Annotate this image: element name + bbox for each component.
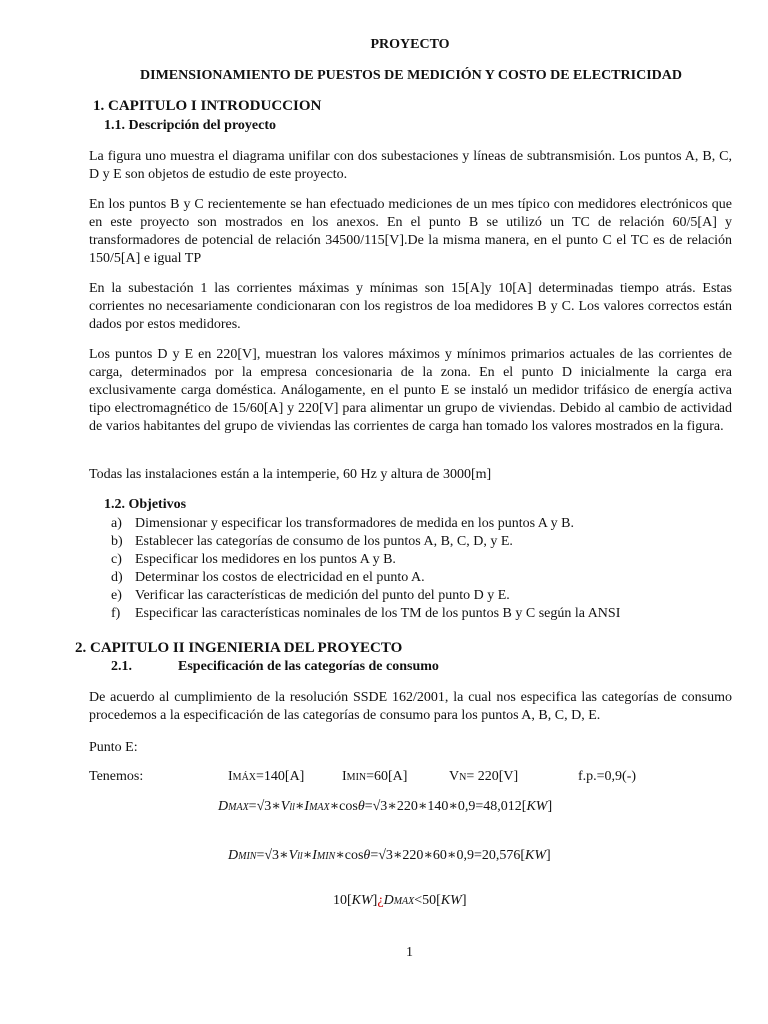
document-subtitle: DIMENSIONAMIENTO DE PUESTOS DE MEDICIÓN Y COSTO DE ELECTRICIDAD [140,68,682,83]
paragraph-5: Todas las instalaciones están a la intemperie, 60 Hz y altura de 3000[m] [89,467,492,482]
paragraph-4: Los puntos D y E en 220[V], muestran los valores máximos y mínimos primarios actuales de las corrientes de carga, determinados por la empresa concesionaria de la zona. En el punto D inicialmente la carga era exclusivamente carga doméstica. Análogamente, en el punto E se instaló un medidor trifásico de energía activa tipo electromagnético de 15/60[A] y 220[V] para alimentar un grupo de viviendas. Debido al cambio de actividad de varios habitantes del grupo de viviendas las corrientes de carga han tomado los valores mostrados en la figura. [89,347,732,434]
document-title: PROYECTO [370,37,450,52]
section-1-2-heading: 1.2. Objetivos [104,497,187,512]
list-item: c) Especificar los medidores en los puntos A y B. [111,552,396,567]
page-number: 1 [406,945,413,960]
section-2-1-title: Especificación de las categorías de consumo [178,659,439,674]
objectives-list [111,515,620,623]
list-item: d) Determinar los costos de electricidad en el punto A. [111,570,425,585]
list-item: f) Especificar las características nominales de los TM de los puntos B y C según la ANSI [111,606,621,621]
list-item: a) Dimensionar y especificar los transformadores de medida en los puntos A y B. [111,516,574,531]
section-1-1-heading: 1.1. Descripción del proyecto [104,118,276,133]
power-factor: f.p.=0,9(-) [578,769,637,784]
formula-dmax-range: 10[KW]¿DMAX<50[KW] [333,893,467,908]
paragraph-2: En los puntos B y C recientemente se han efectuado mediciones de un mes típico con medidores electrónicos que en este proyecto son mostrados en los anexos. En el punto B se utilizó un TC de relación 60/5[A] y transformadores de potencial de relación 34500/115[V].De la misma manera, en el punto C el TC es de relación 150/5[A] e igual TP [89,197,732,266]
paragraph-6: De acuerdo al cumplimiento de la resolución SSDE 162/2001, la cual nos especifica las categorías de consumo procedemos a la especificación de las categorías de consumo para los puntos A, B, C, D, E. [89,690,732,723]
punto-e-label: Punto E: [89,740,138,755]
chapter1-heading: 1. CAPITULO I INTRODUCCION [93,98,322,114]
section-2-1-number: 2.1. [111,659,132,674]
vn-value: VN= 220[V] [449,769,519,784]
imin-value: IMIN=60[A] [342,769,408,784]
list-item: b) Establecer las categorías de consumo de los puntos A, B, C, D, y E. [111,534,513,549]
formula-dmin: DMIN=√3∗Vll∗IMIN∗cosθ=√3∗220∗60∗0,9=20,576[KW] [228,848,551,863]
chapter2-heading: 2. CAPITULO II INGENIERIA DEL PROYECTO [75,640,403,656]
formula-dmax: DMAX=√3∗Vll∗IMAX∗cosθ=√3∗220∗140∗0,9=48,012[KW] [218,799,553,814]
tenemos-label: Tenemos: [89,769,144,784]
imax-value: IMÁX=140[A] [228,769,305,784]
paragraph-1: La figura uno muestra el diagrama unifilar con dos subestaciones y líneas de subtransmisión. Los puntos A, B, C, D y E son objetos de estudio de este proyecto. [89,149,732,182]
paragraph-3: En la subestación 1 las corrientes máximas y mínimas son 15[A]y 10[A] determinadas tiempo atrás. Estas corrientes no necesariamente condicionaran con los registros de loa medidores B y C. Los valores correctos están dados por estos medidores. [89,281,732,332]
list-item: e) Verificar las características de medición del punto del punto D y E. [111,588,510,603]
